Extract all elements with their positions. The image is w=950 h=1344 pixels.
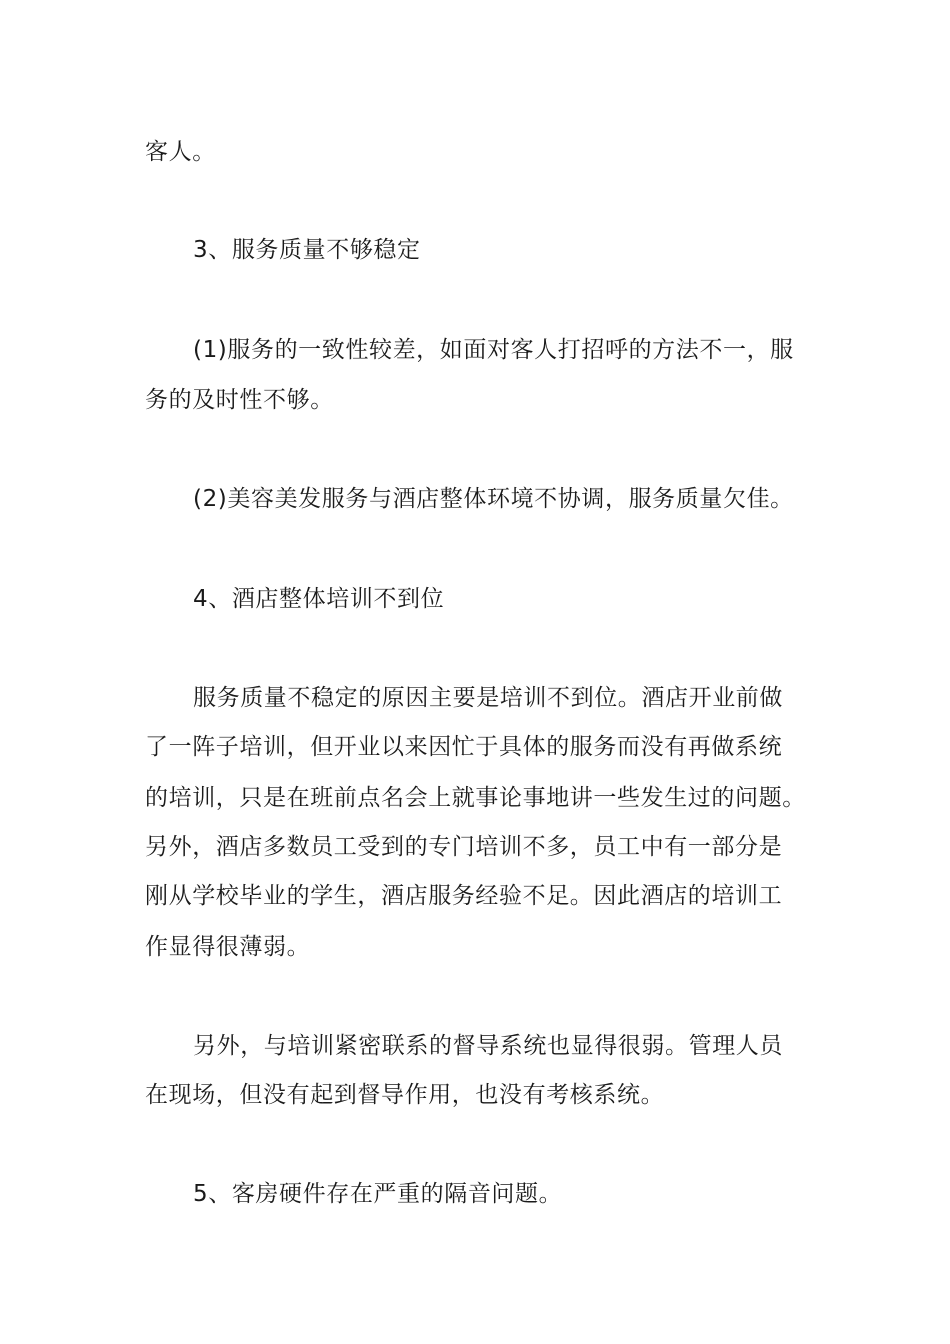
- text-line: (2)美容美发服务与酒店整体环境不协调，服务质量欠佳。: [193, 486, 794, 512]
- text-line: 客人。: [145, 139, 216, 165]
- text-line: 的培训，只是在班前点名会上就事论事地讲一些发生过的问题。: [145, 785, 806, 811]
- section-heading-4: 4、酒店整体培训不到位: [193, 586, 445, 612]
- text-line: 务的及时性不够。: [145, 387, 334, 413]
- text-line: 在现场，但没有起到督导作用，也没有考核系统。: [145, 1082, 665, 1108]
- text-line: 作显得很薄弱。: [145, 934, 311, 960]
- text-line: 服务质量不稳定的原因主要是培训不到位。酒店开业前做: [193, 685, 783, 711]
- section-heading-3: 3、服务质量不够稳定: [193, 237, 421, 263]
- text-line: (1)服务的一致性较差，如面对客人打招呼的方法不一，服: [193, 337, 794, 363]
- text-line: 了一阵子培训，但开业以来因忙于具体的服务而没有再做系统: [145, 734, 783, 760]
- section-heading-5: 5、客房硬件存在严重的隔音问题。: [193, 1181, 563, 1207]
- text-line: 另外，与培训紧密联系的督导系统也显得很弱。管理人员: [193, 1033, 783, 1059]
- text-line: 另外，酒店多数员工受到的专门培训不多，员工中有一部分是: [145, 834, 783, 860]
- text-line: 刚从学校毕业的学生，酒店服务经验不足。因此酒店的培训工: [145, 883, 783, 909]
